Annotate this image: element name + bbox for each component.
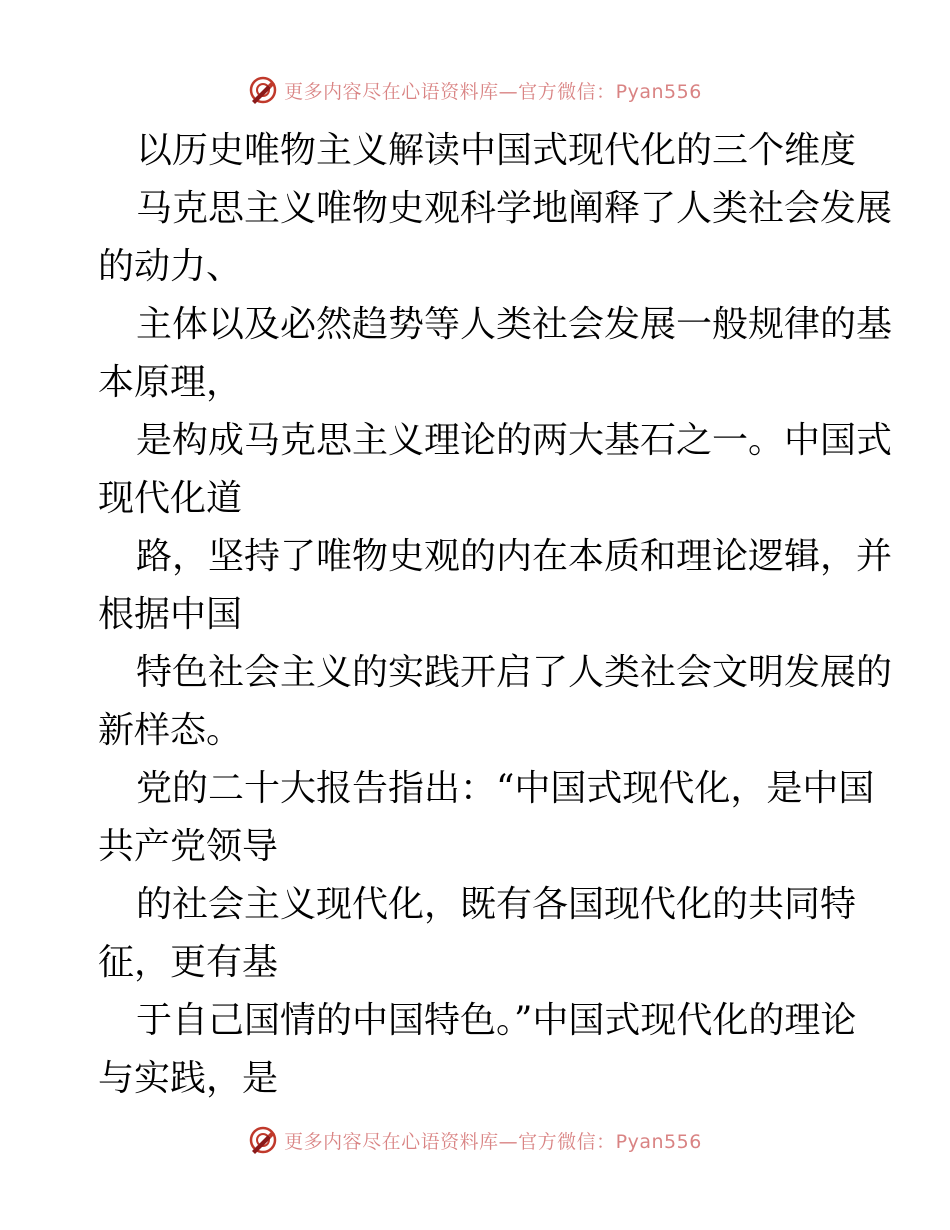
document-body: [98, 122, 893, 1108]
footer-banner-text: 更多内容尽在心语资料库—官方微信：Pyan556: [284, 1130, 702, 1153]
header-banner: [0, 70, 950, 110]
pen-logo-icon: [248, 1125, 278, 1155]
text-line: 征，更有基: [98, 942, 279, 983]
text-line: 的社会主义现代化，既有各国现代化的共同特: [136, 884, 857, 925]
text-line: 现代化道: [98, 478, 243, 519]
footer-banner: [0, 1120, 950, 1160]
text-line: 的动力、: [98, 246, 243, 287]
pen-logo-icon: [248, 75, 278, 105]
header-banner-text: 更多内容尽在心语资料库—官方微信：Pyan556: [284, 80, 702, 103]
text-line: 于自己国情的中国特色。”中国式现代化的理论: [136, 1000, 857, 1041]
text-line: 共产党领导: [98, 826, 279, 867]
text-line: 特色社会主义的实践开启了人类社会文明发展的: [136, 652, 893, 693]
text-line: 本原理，: [98, 362, 243, 403]
text-line: 是构成马克思主义理论的两大基石之一。中国式: [136, 420, 893, 461]
text-line: 主体以及必然趋势等人类社会发展一般规律的基: [136, 304, 893, 345]
text-line: 党的二十大报告指出：“中国式现代化，是中国: [136, 768, 875, 809]
text-line: 路，坚持了唯物史观的内在本质和理论逻辑，并: [136, 536, 893, 577]
text-line: 根据中国: [98, 594, 243, 635]
text-line: 与实践，是: [98, 1058, 279, 1099]
text-line: 马克思主义唯物史观科学地阐释了人类社会发展: [136, 188, 893, 229]
text-line: 新样态。: [98, 710, 243, 751]
text-line: 以历史唯物主义解读中国式现代化的三个维度: [136, 130, 857, 171]
